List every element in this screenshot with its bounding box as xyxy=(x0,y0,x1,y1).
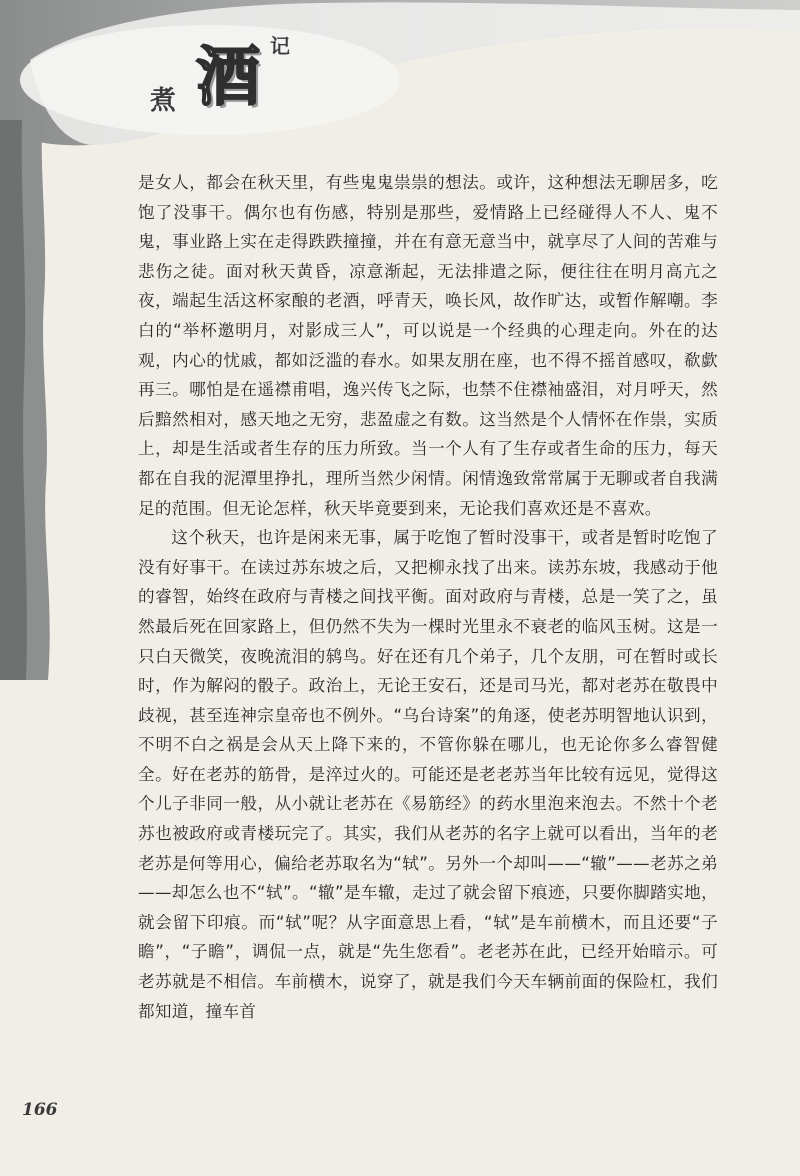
title-char-jiu: 酒 xyxy=(196,40,260,115)
paragraph-2: 这个秋天，也许是闲来无事，属于吃饱了暂时没事干，或者是暂时吃饱了没有好事干。在读过苏东坡之后，又把柳永找了出来。读苏东坡，我感动于他的睿智，始终在政府与青楼之间找平衡。面对政府与青楼，总是一笑了之，虽然最后死在回家路上，但仍然不失为一棵时光里永不衰老的临风玉树。这是一只白天微笑，夜晚流泪的鸫鸟。好在还有几个弟子，几个友朋，可在暂时或长时，作为解闷的骰子。政治上，无论王安石，还是司马光，都对老苏在敬畏中歧视，甚至连神宗皇帝也不例外。“乌台诗案”的角逐，使老苏明智地认识到，不明不白之祸是会从天上降下来的，不管你躲在哪儿，也无论你多么睿智健全。好在老苏的筋骨，是淬过火的。可能还是老老苏当年比较有远见，觉得这个儿子非同一般，从小就让老苏在《易筋经》的药水里泡来泡去。不然十个老苏也被政府或青楼玩完了。其实，我们从老苏的名字上就可以看出，当年的老老苏是何等用心，偏给老苏取名为“轼”。另外一个却叫——“辙”——老苏之弟——却怎么也不“轼”。“辙”是车辙，走过了就会留下痕迹，只要你脚踏实地，就会留下印痕。而“轼”呢？从字面意思上看，“轼”是车前横木，而且还要“子瞻”，“子瞻”，调侃一点，就是“先生您看”。老老苏在此，已经开始暗示。可老苏就是不相信。车前横木，说穿了，就是我们今天车辆前面的保险杠，我们都知道，撞车首 xyxy=(138,528,718,1021)
title-char-zhu: 煮 xyxy=(150,86,179,116)
title-char-ji: 记 xyxy=(270,34,290,58)
page-number: 166 xyxy=(22,1100,58,1120)
left-edge-texture xyxy=(0,120,80,680)
body-text xyxy=(138,168,718,1026)
paragraph-1: 是女人，都会在秋天里，有些鬼鬼祟祟的想法。或许，这种想法无聊居多，吃饱了没事干。偶尔也有伤感，特别是那些，爱情路上已经碰得人不人、鬼不鬼，事业路上实在走得跌跌撞撞，并在有意无意当中，就享尽了人间的苦难与悲伤之徒。面对秋天黄昏，凉意渐起，无法排遣之际，便往往在明月高亢之夜，端起生活这杯家酿的老酒，呼青天，唤长风，故作旷达，或暂作解嘲。李白的“举杯邀明月，对影成三人”，可以说是一个经典的心理走向。外在的达观，内心的忧戚，都如泛滥的春水。如果友朋在座，也不得不摇首感叹，欷歔再三。哪怕是在遥襟甫唱，逸兴传飞之际，也禁不住襟袖盛泪，对月呼天，然后黯然相对，感天地之无穷，悲盈虚之有数。这当然是个人情怀在作祟，实质上，却是生活或者生存的压力所致。当一个人有了生存或者生命的压力，每天都在自我的泥潭里挣扎，理所当然少闲情。闲情逸致常常属于无聊或者自我满足的范围。但无论怎样，秋天毕竟要到来，无论我们喜欢还是不喜欢。 xyxy=(138,173,718,518)
